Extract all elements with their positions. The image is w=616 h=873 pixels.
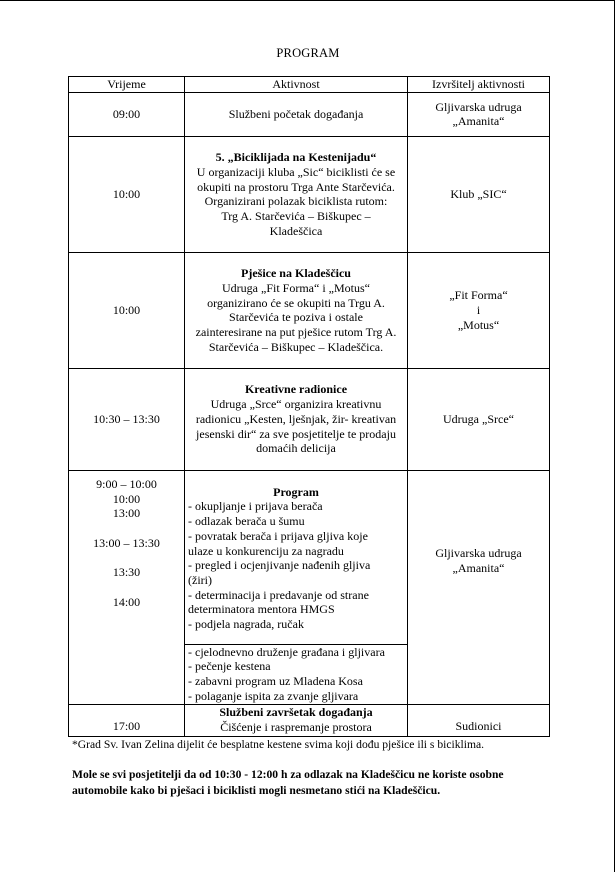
organizer-cell [408, 470, 550, 704]
page-title: PROGRAM [276, 46, 340, 60]
activity-line: domaćih delicija [256, 441, 336, 456]
header-time: Vrijeme [69, 77, 185, 93]
activity-line: Kladeščica [269, 223, 323, 238]
activity-line: - determinacija i predavanje od strane [188, 587, 369, 602]
activity-line: - pregled i ocjenjivanje nađenih gljiva [188, 558, 371, 573]
activity-line: Starčevića – Biškupec – Kladeščica. [208, 339, 384, 354]
table-row [69, 368, 550, 470]
activity-cell [185, 470, 408, 644]
activity-line: U organizaciji kluba „Sic“ biciklisti će se [196, 164, 396, 179]
activity-line: jesenski dir“ za sve posjetitelje te prodaju [196, 426, 396, 441]
activity-line: Udruga „Fit Forma“ i „Motus“ [222, 280, 370, 295]
table-row [69, 136, 550, 252]
time-entry: 13:00 – 13:30 [93, 535, 160, 550]
time-entry: 10:00 [112, 491, 141, 506]
activity-line: Udruga „Srce“ organizira kreativnu [210, 397, 382, 412]
time-cell: 10:00 [69, 252, 185, 368]
activity-line: Starčevića te poziva i ostale [229, 310, 363, 325]
program-table [68, 76, 550, 737]
activity-line: - pečenje kestena [188, 659, 271, 674]
time-entry: 13:00 [112, 506, 141, 521]
activity-line: ulaze u konkurenciju za nagradu [188, 543, 344, 558]
time-entry [72, 550, 181, 565]
activity-line: - podjela nagrada, ručak [188, 617, 304, 632]
activity-line: - zabavni program uz Mladena Kosa [188, 674, 363, 689]
activity-title: Pješice na Kladeščicu [241, 266, 351, 281]
activity-line: radionicu „Kesten, lješnjak, žir- kreativan [195, 411, 397, 426]
activity-cell [185, 644, 408, 704]
activity-cell [185, 252, 408, 368]
time-list-cell [69, 470, 185, 704]
activity-line: okupiti na prostoru Trga Ante Starčevića. [197, 179, 395, 194]
note-line: automobile kako bi pješaci i biciklisti mogli nesmetano stići na Kladeščicu. [72, 784, 441, 797]
activity-cell [185, 136, 408, 252]
activity-line: Organizirani polazak biciklista rutom: [204, 194, 388, 209]
header-organizer: Izvršitelj aktivnosti [408, 77, 550, 93]
activity-cell [185, 368, 408, 470]
table-row [69, 470, 550, 644]
activity-line: - cjelodnevno druženje građana i gljivara [188, 644, 385, 659]
time-entry: 14:00 [112, 594, 141, 609]
note-line: Mole se svi posjetitelji da od 10:30 - 12:00 h za odlazak na Kladeščicu ne koriste osobne [72, 768, 504, 781]
organizer-line: Sudionici [455, 718, 502, 733]
time-cell: 10:30 – 13:30 [69, 368, 185, 470]
time-entry: 13:30 [112, 565, 141, 580]
activity-title: Službeni završetak događanja [219, 705, 373, 720]
footnote: *Grad Sv. Ivan Zelina dijelit će besplatne kestene svima koji dođu pješice ili s biciklima. [72, 738, 485, 751]
activity-line: Čišćenje i raspremanje prostora [220, 720, 372, 735]
activity-line: (žiri) [188, 572, 212, 587]
organizer-line: i [476, 302, 481, 317]
activity-line: - polaganje ispita za zvanje gljivara [188, 688, 359, 703]
time-entry [72, 580, 181, 595]
table-row [69, 704, 550, 736]
activity-line: Trg A. Starčevića – Biškupec – [221, 208, 371, 223]
activity-line: - povratak berača i prijava gljiva koje [188, 528, 368, 543]
organizer-cell [408, 92, 550, 136]
activity-title: Kreativne radionice [244, 382, 348, 397]
organizer-line: „Motus“ [457, 317, 500, 332]
activity-line: organizirano će se okupiti na Trgu A. [207, 295, 385, 310]
activity-title: 5. „Biciklijada na Kestenijadu“ [215, 150, 377, 165]
organizer-line: „Fit Forma“ [449, 288, 508, 303]
parking-note [72, 767, 592, 799]
organizer-line: „Amanita“ [452, 561, 505, 576]
organizer-line: „Amanita“ [452, 114, 505, 129]
organizer-line: Gljivarska udruga [435, 99, 522, 114]
activity-title: Službeni početak događanja [185, 92, 408, 136]
activity-cell [185, 704, 408, 736]
organizer-line: Klub „SIC“ [450, 186, 507, 201]
activity-line: - odlazak berača u šumu [188, 514, 305, 529]
organizer-line: Gljivarska udruga [435, 546, 522, 561]
organizer-cell [408, 368, 550, 470]
time-cell: 10:00 [69, 136, 185, 252]
organizer-cell [408, 704, 550, 736]
activity-title: Program [273, 484, 319, 499]
time-entry: 9:00 – 10:00 [96, 476, 157, 491]
table-header-row [69, 77, 550, 93]
organizer-line: Udruga „Srce“ [443, 411, 514, 426]
activity-line: zainteresirane na put pješice rutom Trg A. [195, 324, 397, 339]
activity-line: - okupljanje i prijava berača [188, 499, 323, 514]
activity-line: determinatora mentora HMGS [188, 602, 335, 617]
time-cell: 09:00 [69, 92, 185, 136]
header-activity: Aktivnost [185, 77, 408, 93]
time-entry [72, 521, 181, 536]
table-row [69, 92, 550, 136]
organizer-cell [408, 136, 550, 252]
time-cell: 17:00 [69, 704, 185, 736]
organizer-cell [408, 252, 550, 368]
table-row [69, 252, 550, 368]
